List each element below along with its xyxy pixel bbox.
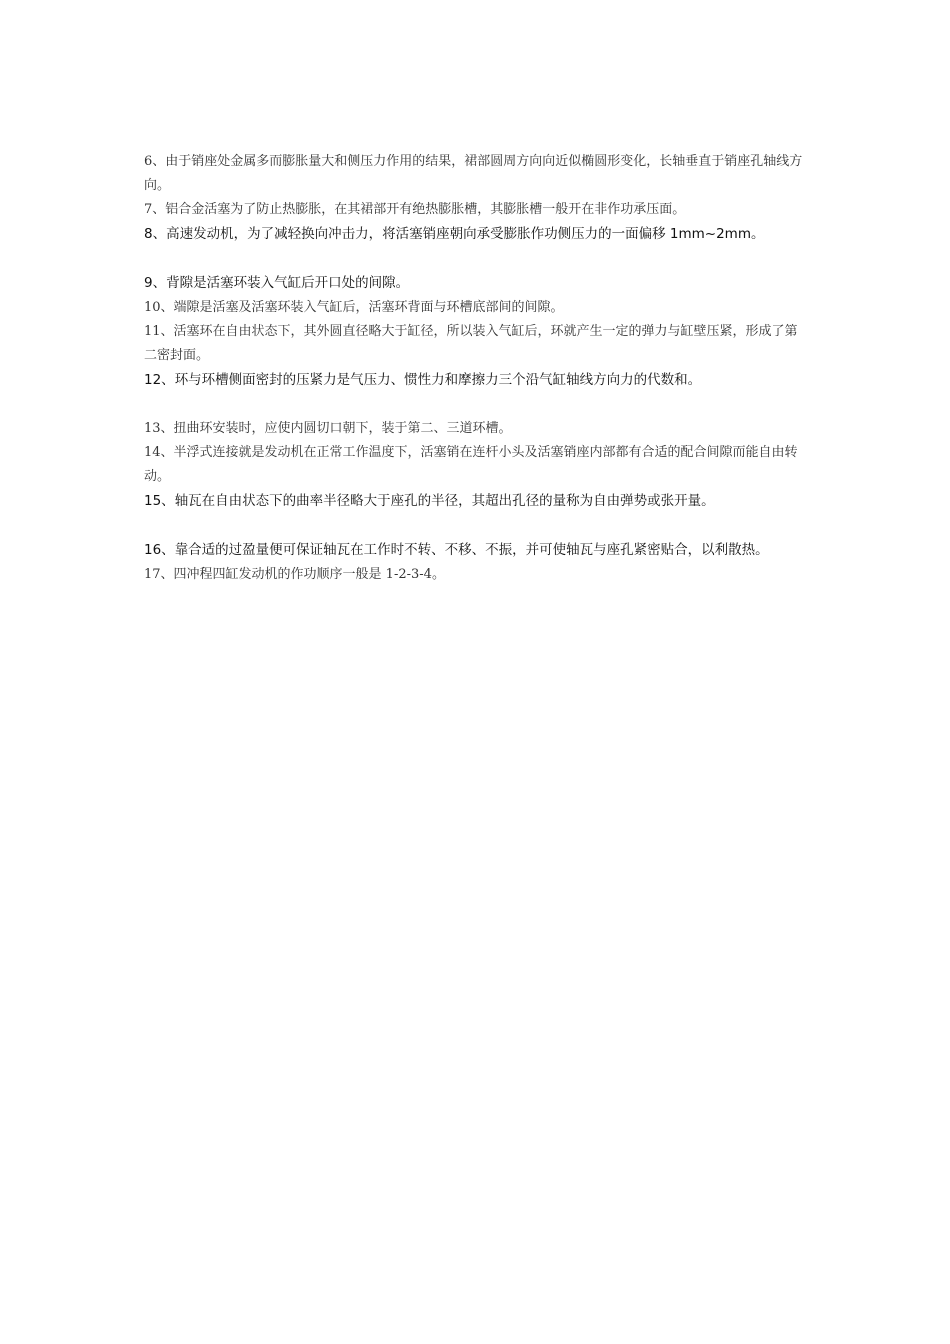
item-number: 11、	[144, 324, 174, 339]
item-text: 端隙是活塞及活塞环装入气缸后，活塞环背面与环槽底部间的间隙。	[173, 300, 564, 315]
item-text: 环与环槽侧面密封的压紧力是气压力、惯性力和摩擦力三个沿气缸轴线方向力的代数和。	[174, 372, 702, 388]
list-item	[144, 538, 809, 563]
item-number: 9、	[144, 275, 167, 291]
item-number: 15、	[144, 493, 175, 509]
item-number: 17、	[144, 567, 174, 582]
list-item	[144, 368, 809, 393]
item-number: 6、	[144, 154, 166, 169]
item-text: 轴瓦在自由状态下的曲率半径略大于座孔的半径，其超出孔径的量称为自由弹势或张开量。	[174, 493, 715, 509]
list-item	[144, 222, 809, 247]
paragraph-gap	[144, 514, 809, 538]
list-item	[144, 320, 809, 368]
item-text: 铝合金活塞为了防止热膨胀，在其裙部开有绝热膨胀槽，其膨胀槽一般开在非作功承压面。	[165, 202, 686, 217]
item-number: 16、	[144, 542, 175, 558]
item-number: 7、	[144, 202, 166, 217]
item-text: 由于销座处金属多而膨胀量大和侧压力作用的结果，裙部圆周方向向近似椭圆形变化，长轴垂直于销座孔轴线方向。	[144, 154, 803, 193]
list-item	[144, 489, 809, 514]
list-item	[144, 563, 809, 587]
list-item	[144, 198, 809, 222]
list-item	[144, 150, 809, 198]
paragraph-gap	[144, 393, 809, 417]
item-number: 8、	[144, 226, 167, 242]
list-item	[144, 441, 809, 489]
item-text: 活塞环在自由状态下，其外圆直径略大于缸径，所以装入气缸后，环就产生一定的弹力与缸壁压紧，形成了第二密封面。	[144, 324, 798, 363]
item-text: 四冲程四缸发动机的作功顺序一般是 1-2-3-4。	[173, 567, 445, 582]
item-number: 13、	[144, 421, 174, 436]
list-item	[144, 417, 809, 441]
paragraph-gap	[144, 247, 809, 271]
item-text: 靠合适的过盈量便可保证轴瓦在工作时不转、不移、不振，并可使轴瓦与座孔紧密贴合，以利散热。	[174, 542, 769, 558]
item-text: 半浮式连接就是发动机在正常工作温度下，活塞销在连杆小头及活塞销座内部都有合适的配合间隙而能自由转动。	[144, 445, 798, 484]
item-text: 背隙是活塞环装入气缸后开口处的间隙。	[166, 275, 410, 291]
item-number: 14、	[144, 445, 174, 460]
item-text: 高速发动机，为了减轻换向冲击力，将活塞销座朝向承受膨胀作功侧压力的一面偏移 1mm~2mm。	[166, 226, 765, 242]
item-number: 12、	[144, 372, 175, 388]
item-number: 10、	[144, 300, 174, 315]
list-item	[144, 271, 809, 296]
document-body	[144, 150, 809, 587]
item-text: 扭曲环安装时，应使内圆切口朝下，装于第二、三道环槽。	[173, 421, 512, 436]
list-item	[144, 296, 809, 320]
